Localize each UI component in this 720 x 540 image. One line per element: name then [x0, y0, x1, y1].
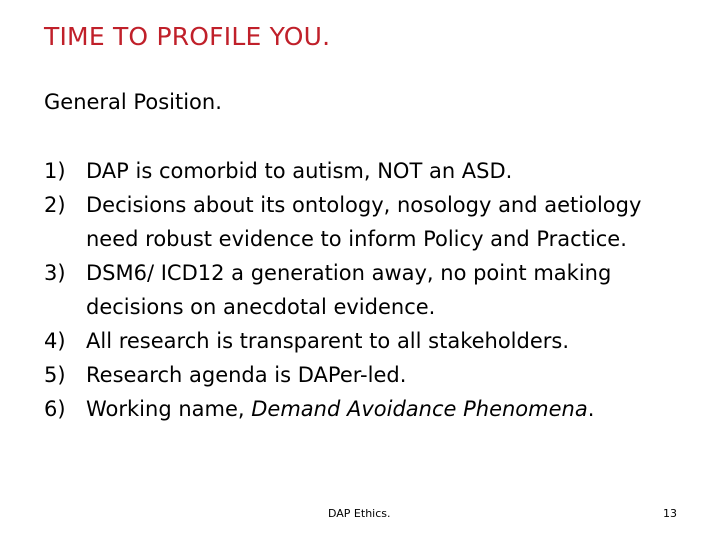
list-item — [44, 256, 684, 324]
list-item-number: 1) — [44, 159, 66, 183]
slide-title: TIME TO PROFILE YOU. — [44, 22, 331, 51]
list-item-number: 6) — [44, 397, 66, 421]
slide-subheading: General Position. — [44, 90, 222, 114]
list-item — [44, 324, 684, 358]
list-item-text: Research agenda is DAPer-led. — [86, 363, 407, 387]
list-item-number: 4) — [44, 329, 66, 353]
list-item-text: All research is transparent to all stakeholders. — [86, 329, 570, 353]
list-item — [44, 154, 684, 188]
list-item — [44, 188, 684, 256]
list-item — [44, 392, 684, 426]
list-item-text-prefix: Working name, — [86, 397, 252, 421]
list-item-number: 5) — [44, 363, 66, 387]
list-item-text-italic: Demand Avoidance Phenomena — [251, 397, 588, 421]
list-item-number: 3) — [44, 261, 66, 285]
list-item — [44, 358, 684, 392]
page-number: 13 — [663, 507, 677, 520]
list-item-text: DAP is comorbid to autism, NOT an ASD. — [86, 159, 513, 183]
position-list — [44, 154, 684, 426]
list-item-number: 2) — [44, 193, 66, 217]
list-item-text: Decisions about its ontology, nosology and aetiology need robust evidence to inform Policy and Practice. — [86, 193, 642, 251]
list-item-text: DSM6/ ICD12 a generation away, no point making decisions on anecdotal evidence. — [86, 261, 612, 319]
list-item-text-suffix: . — [587, 397, 595, 421]
footer-text: DAP Ethics. — [328, 507, 391, 520]
